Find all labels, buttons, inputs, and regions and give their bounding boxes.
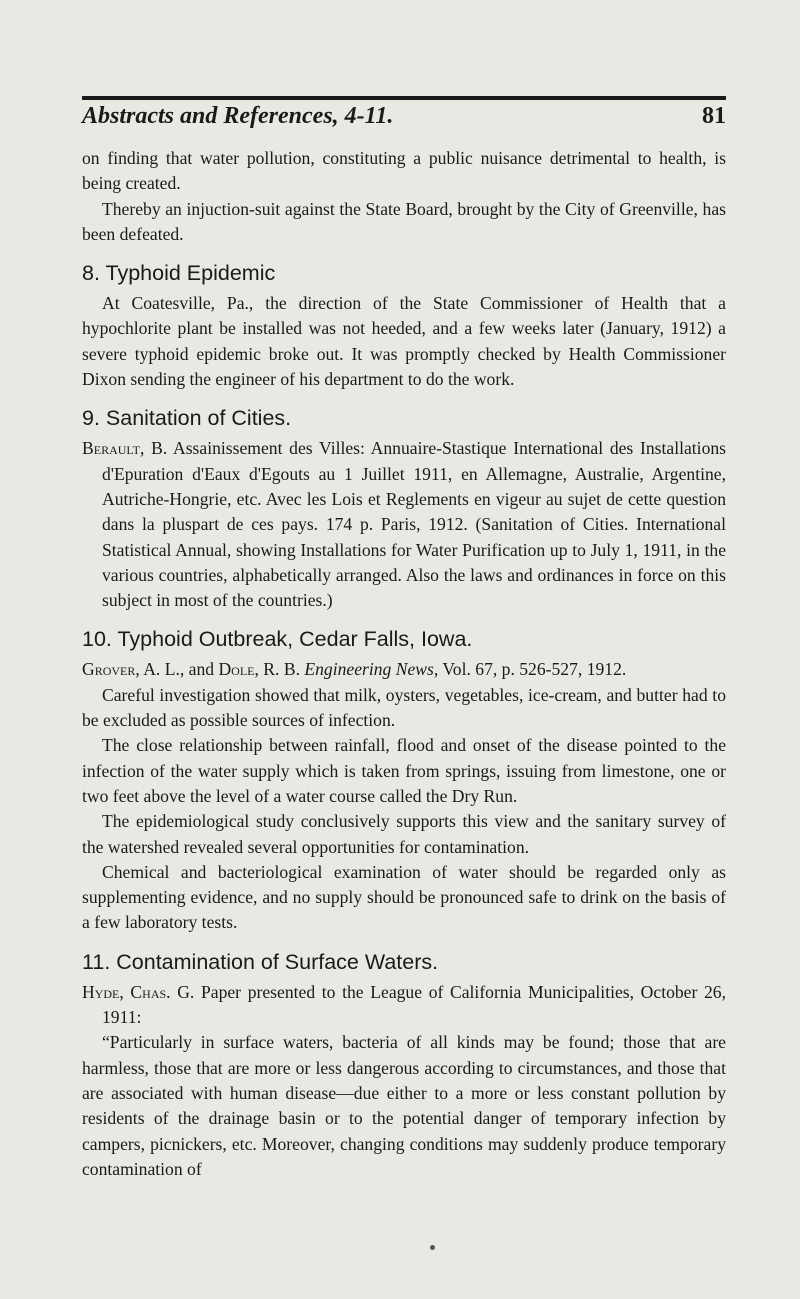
reference-citation: Paper presented to the League of California Municipalities, October 26, 1911:: [102, 981, 726, 1028]
section-heading-11: 11. Contamination of Surface Waters.: [82, 949, 439, 974]
reference-entry: [82, 980, 726, 1031]
running-title: Abstracts and References, 4-11.: [82, 103, 394, 129]
section-heading-10: 10. Typhoid Outbreak, Cedar Falls, Iowa.: [82, 627, 473, 652]
page-number: 81: [702, 103, 726, 129]
reference-author: Hyde, Chas. G.: [82, 981, 195, 1002]
reference-citation: , Vol. 67, p. 526-527, 1912.: [433, 659, 627, 680]
ink-speck: [430, 1245, 435, 1250]
paragraph: Chemical and bacteriological examination of water should be regarded only as supplementing evidence, and no supply should be pronounced safe to drink on the basis of a few laboratory tests.: [82, 861, 726, 933]
reference-author: Berault, B.: [82, 438, 168, 459]
reference-author: Grover, A. L.: [82, 659, 180, 680]
quoted-paragraph: “Particularly in surface waters, bacteria of all kinds may be found; those that are harmless, those that are more or less dangerous according to circumstances, and those that are associated with human disease—due either to a more or less constant pollution by residents of the drainage basin or to the potential danger of temporary infection by campers, picnickers, etc. Moreover, changing conditions may suddenly produce temporary contamination of: [82, 1032, 726, 1179]
reference-connector: , and: [179, 659, 219, 680]
reference-text: Assainissement des Villes: Annuaire-Stastique International des Installations d'Epuration d'Eaux d'Egouts au 1 Juillet 1911, en Allemagne, Australie, Argentine, Autriche-Hongrie, etc. Avec les Lois et Reglements en vigeur au sujet de cette question dans la pluspart de ces pays. 174 p. Paris, 1912. (Sanitation of Cities. International Statistical Annual, showing Installations for Water Purification up to July 1, 1911, in the various countries, alphabetically arranged. Also the laws and ordinances in force on this subject in most of the countries.): [102, 438, 727, 611]
reference-entry: [82, 657, 726, 682]
header-rule: [82, 96, 726, 100]
reference-entry: [82, 436, 726, 613]
section-heading-9: 9. Sanitation of Cities.: [82, 406, 292, 431]
section-heading-8: 8. Typhoid Epidemic: [82, 261, 276, 286]
paragraph: The epidemiological study conclusively supports this view and the sanitary survey of the watershed revealed several opportunities for contamination.: [82, 811, 726, 857]
reference-journal: Engineering News: [304, 659, 434, 680]
continued-paragraph: on finding that water pollution, constituting a public nuisance detrimental to health, is being created.: [82, 148, 726, 194]
paragraph: At Coatesville, Pa., the direction of the State Commissioner of Health that a hypochlorite plant be installed was not heeded, and a few weeks later (January, 1912) a severe typhoid epidemic broke out. It was promptly checked by Health Commissioner Dixon sending the engineer of his department to do the work.: [82, 293, 726, 390]
running-header: [82, 103, 726, 139]
page-body: [82, 146, 726, 1182]
paragraph: The close relationship between rainfall, flood and onset of the disease pointed to the infection of the water supply which is taken from springs, issuing from limestone, one or two feet above the level of a water course called the Dry Run.: [82, 735, 726, 806]
paragraph: Careful investigation showed that milk, oysters, vegetables, ice-cream, and butter had to be excluded as possible sources of infection.: [82, 684, 726, 731]
reference-author: Dole, R. B.: [218, 659, 300, 680]
paragraph: Thereby an injuction-suit against the State Board, brought by the City of Greenville, has been defeated.: [82, 198, 726, 244]
